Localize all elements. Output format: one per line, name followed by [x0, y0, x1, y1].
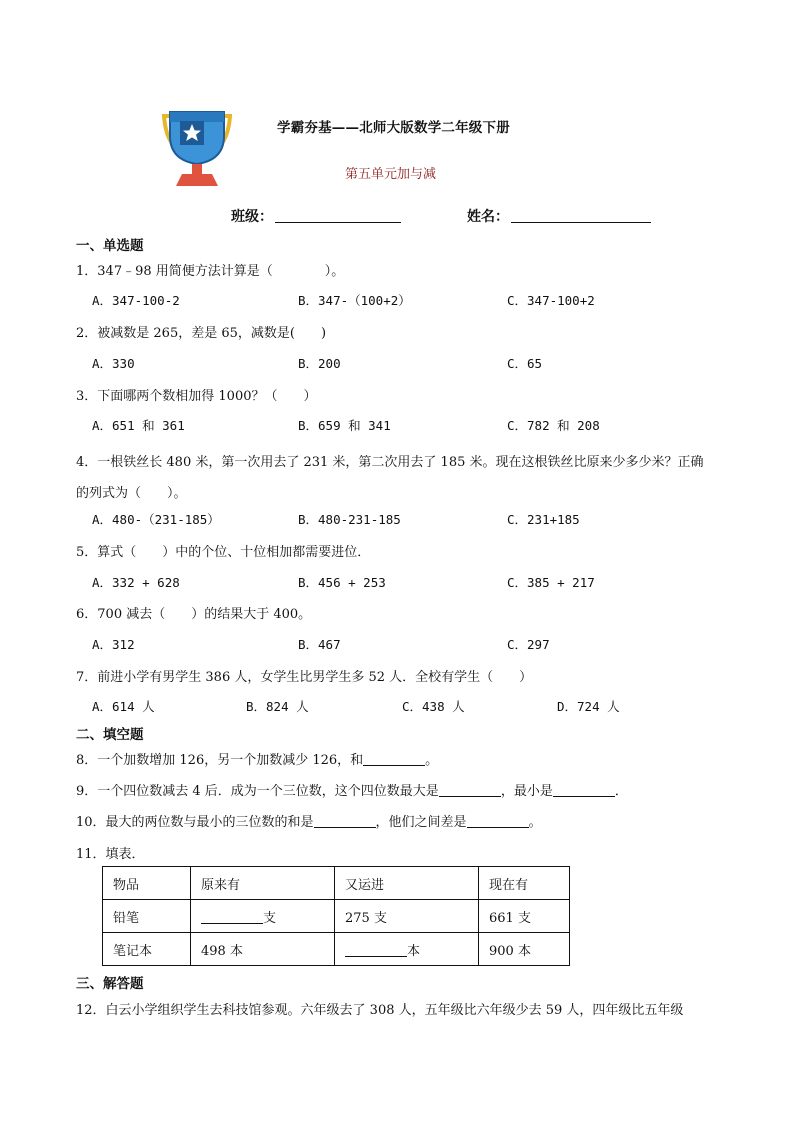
- name-label: 姓名：: [467, 209, 509, 225]
- table-cell: 铅笔: [103, 900, 191, 933]
- question-1: 1．347﹣98 用简便方法计算是（ ）。: [76, 264, 345, 279]
- table-cell: 661 支: [479, 900, 570, 933]
- question-12: 12．白云小学组织学生去科技馆参观。六年级去了 308 人，五年级比六年级少去 59 人，四年级比五年级: [76, 1003, 684, 1018]
- q2-option-a[interactable]: A．330: [92, 356, 135, 371]
- q6-option-c[interactable]: C．297: [507, 637, 550, 652]
- question-7: 7．前进小学有男学生 386 人，女学生比男学生多 52 人．全校有学生（ ）: [76, 670, 533, 685]
- q1-option-a[interactable]: A．347-100-2: [92, 293, 180, 308]
- table-row: [103, 933, 570, 966]
- q9-blank-min[interactable]: [553, 783, 615, 797]
- q2-option-b[interactable]: B．200: [298, 356, 341, 371]
- question-5: 5．算式（ ）中的个位、十位相加都需要进位．: [76, 545, 371, 560]
- q7-option-d[interactable]: D．724 人: [557, 699, 620, 714]
- table-cell: 275 支: [335, 900, 479, 933]
- q10-mid: ，他们之间差是: [375, 815, 467, 830]
- question-4: 4．一根铁丝长 480 米，第一次用去了 231 米，第二次用去了 185 米。现在这根铁丝比原来少多少米？正确的列式为（ ）。: [76, 455, 704, 501]
- q10-text: 10．最大的两位数与最小的三位数的和是: [76, 815, 314, 830]
- q6-option-b[interactable]: B．467: [298, 637, 341, 652]
- table-header: 又运进: [335, 867, 479, 900]
- q3-option-a[interactable]: A．651 和 361: [92, 418, 185, 433]
- question-2: 2．被减数是 265，差是 65，减数是( ): [76, 326, 327, 341]
- q8-end: 。: [425, 753, 439, 768]
- table-cell: [335, 933, 479, 966]
- table-header: 原来有: [191, 867, 335, 900]
- q1-option-c[interactable]: C．347-100+2: [507, 293, 595, 308]
- q4-option-c[interactable]: C．231+185: [507, 512, 580, 527]
- q10-blank-diff[interactable]: [467, 814, 529, 828]
- q3-option-c[interactable]: C．782 和 208: [507, 418, 600, 433]
- table-row: [103, 900, 570, 933]
- unit-text: 本: [407, 943, 421, 959]
- question-10: [76, 811, 542, 830]
- q2-option-c[interactable]: C．65: [507, 356, 543, 371]
- fill-table: [102, 866, 570, 966]
- class-label: 班级：: [231, 209, 273, 225]
- table-header: 现在有: [479, 867, 570, 900]
- q5-option-a[interactable]: A．332 + 628: [92, 575, 180, 590]
- section-single-choice: 一、单选题: [76, 238, 144, 254]
- question-8: [76, 749, 438, 768]
- name-field: [467, 206, 651, 226]
- document-title: 学霸夯基——北师大版数学二年级下册: [277, 120, 510, 136]
- q7-option-b[interactable]: B．824 人: [246, 699, 309, 714]
- table-cell: 498 本: [191, 933, 335, 966]
- trophy-logo-icon: [154, 108, 240, 188]
- q7-option-a[interactable]: A．614 人: [92, 699, 155, 714]
- name-blank[interactable]: [511, 208, 651, 223]
- q6-option-a[interactable]: A．312: [92, 637, 135, 652]
- q9-end: ．: [614, 784, 628, 799]
- document-subtitle: 第五单元加与减: [345, 167, 437, 182]
- question-9: [76, 780, 628, 799]
- table-blank[interactable]: [201, 910, 263, 924]
- table-cell: 笔记本: [103, 933, 191, 966]
- table-header-row: [103, 867, 570, 900]
- unit-text: 支: [263, 910, 277, 926]
- q5-option-c[interactable]: C．385 + 217: [507, 575, 595, 590]
- q9-text: 9．一个四位数减去 4 后．成为一个三位数，这个四位数最大是: [76, 784, 439, 799]
- q8-text: 8．一个加数增加 126，另一个加数减少 126，和: [76, 753, 364, 768]
- question-6: 6．700 减去（ ）的结果大于 400。: [76, 607, 312, 622]
- q3-option-b[interactable]: B．659 和 341: [298, 418, 391, 433]
- q10-blank-sum[interactable]: [314, 814, 376, 828]
- class-blank[interactable]: [275, 208, 401, 223]
- question-11: 11．填表．: [76, 847, 145, 862]
- q1-option-b[interactable]: B．347-（100+2）: [298, 293, 411, 308]
- q5-option-b[interactable]: B．456 + 253: [298, 575, 386, 590]
- table-cell: [191, 900, 335, 933]
- class-field: [231, 206, 401, 226]
- section-answer: 三、解答题: [76, 976, 144, 992]
- q4-option-b[interactable]: B．480-231-185: [298, 512, 401, 527]
- table-cell: 900 本: [479, 933, 570, 966]
- table-header: 物品: [103, 867, 191, 900]
- q7-option-c[interactable]: C．438 人: [402, 699, 465, 714]
- section-fill-blank: 二、填空题: [76, 727, 144, 743]
- q9-blank-max[interactable]: [439, 783, 501, 797]
- q10-end: 。: [528, 815, 542, 830]
- q4-option-a[interactable]: A．480-（231-185）: [92, 512, 220, 527]
- table-blank[interactable]: [345, 943, 407, 957]
- q8-blank[interactable]: [363, 752, 425, 766]
- question-3: 3．下面哪两个数相加得 1000？（ ）: [76, 389, 317, 404]
- q9-mid: ，最小是: [500, 784, 553, 799]
